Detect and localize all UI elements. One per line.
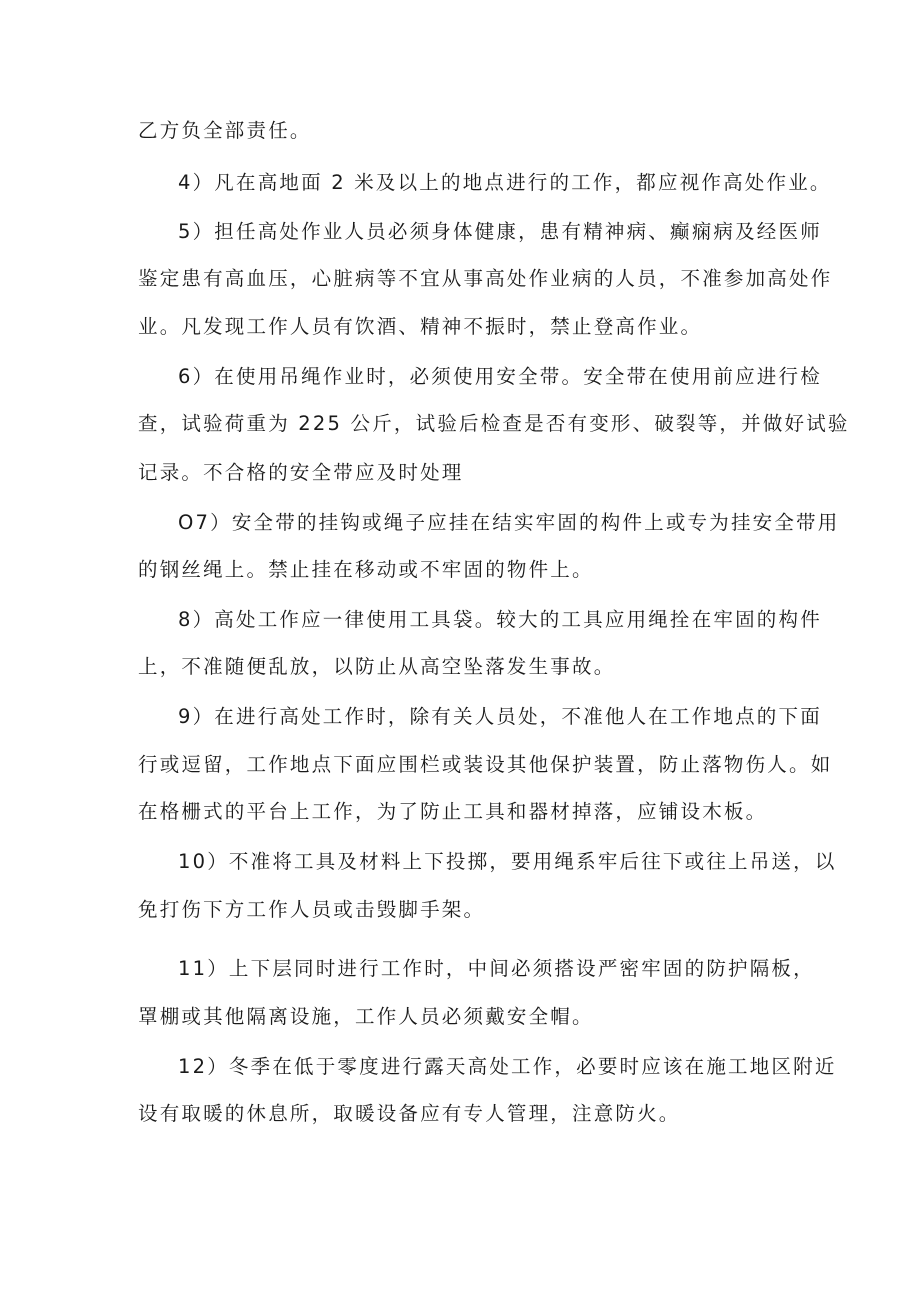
text-line: 8）高处工作应一律使用工具袋。较大的工具应用绳拴在牢固的构件: [178, 608, 822, 631]
text-line: 的钢丝绳上。禁止挂在移动或不牢固的物件上。: [138, 558, 594, 581]
text-line: 12）冬季在低于零度进行露天高处工作，必要时应该在施工地区附近: [178, 1055, 837, 1078]
text-line: 4）凡在高地面 2 米及以上的地点进行的工作，都应视作高处作业。: [178, 171, 832, 194]
text-line: 业。凡发现工作人员有饮酒、精神不振时，禁止登高作业。: [138, 315, 703, 338]
text-line: 11）上下层同时进行工作时，中间必须搭设严密牢固的防护隔板，: [178, 957, 815, 980]
text-line: 9）在进行高处工作时，除有关人员处，不准他人在工作地点的下面: [178, 705, 822, 728]
text-line: 记录。不合格的安全带应及时处理: [138, 461, 464, 484]
text-line: O7）安全带的挂钩或绳子应挂在结实牢固的构件上或专为挂安全带用: [178, 511, 840, 534]
text-line: 罩棚或其他隔离设施，工作人员必须戴安全帽。: [138, 1005, 594, 1028]
text-line: 6）在使用吊绳作业时，必须使用安全带。安全带在使用前应进行检: [178, 365, 822, 388]
text-line: 行或逗留，工作地点下面应围栏或装设其他保护装置，防止落物伤人。如: [138, 753, 833, 776]
text-line: 上，不准随便乱放，以防止从高空坠落发生事故。: [138, 655, 616, 678]
text-line: 5）担任高处作业人员必须身体健康，患有精神病、癫痫病及经医师: [178, 220, 822, 243]
text-line: 在格栅式的平台上工作，为了防止工具和器材掉落，应铺设木板。: [138, 800, 768, 823]
text-line: 设有取暖的休息所，取暖设备应有专人管理，注意防火。: [138, 1102, 681, 1125]
text-line: 乙方负全部责任。: [138, 119, 312, 142]
text-line: 免打伤下方工作人员或击毁脚手架。: [138, 898, 486, 921]
text-line: 10）不准将工具及材料上下投掷，要用绳系牢后往下或往上吊送，以: [178, 850, 837, 873]
text-line: 鉴定患有高血压，心脏病等不宜从事高处作业病的人员，不准参加高处作: [138, 267, 833, 290]
text-line: 查，试验荷重为 225 公斤，试验后检查是否有变形、破裂等，并做好试验: [138, 412, 850, 435]
